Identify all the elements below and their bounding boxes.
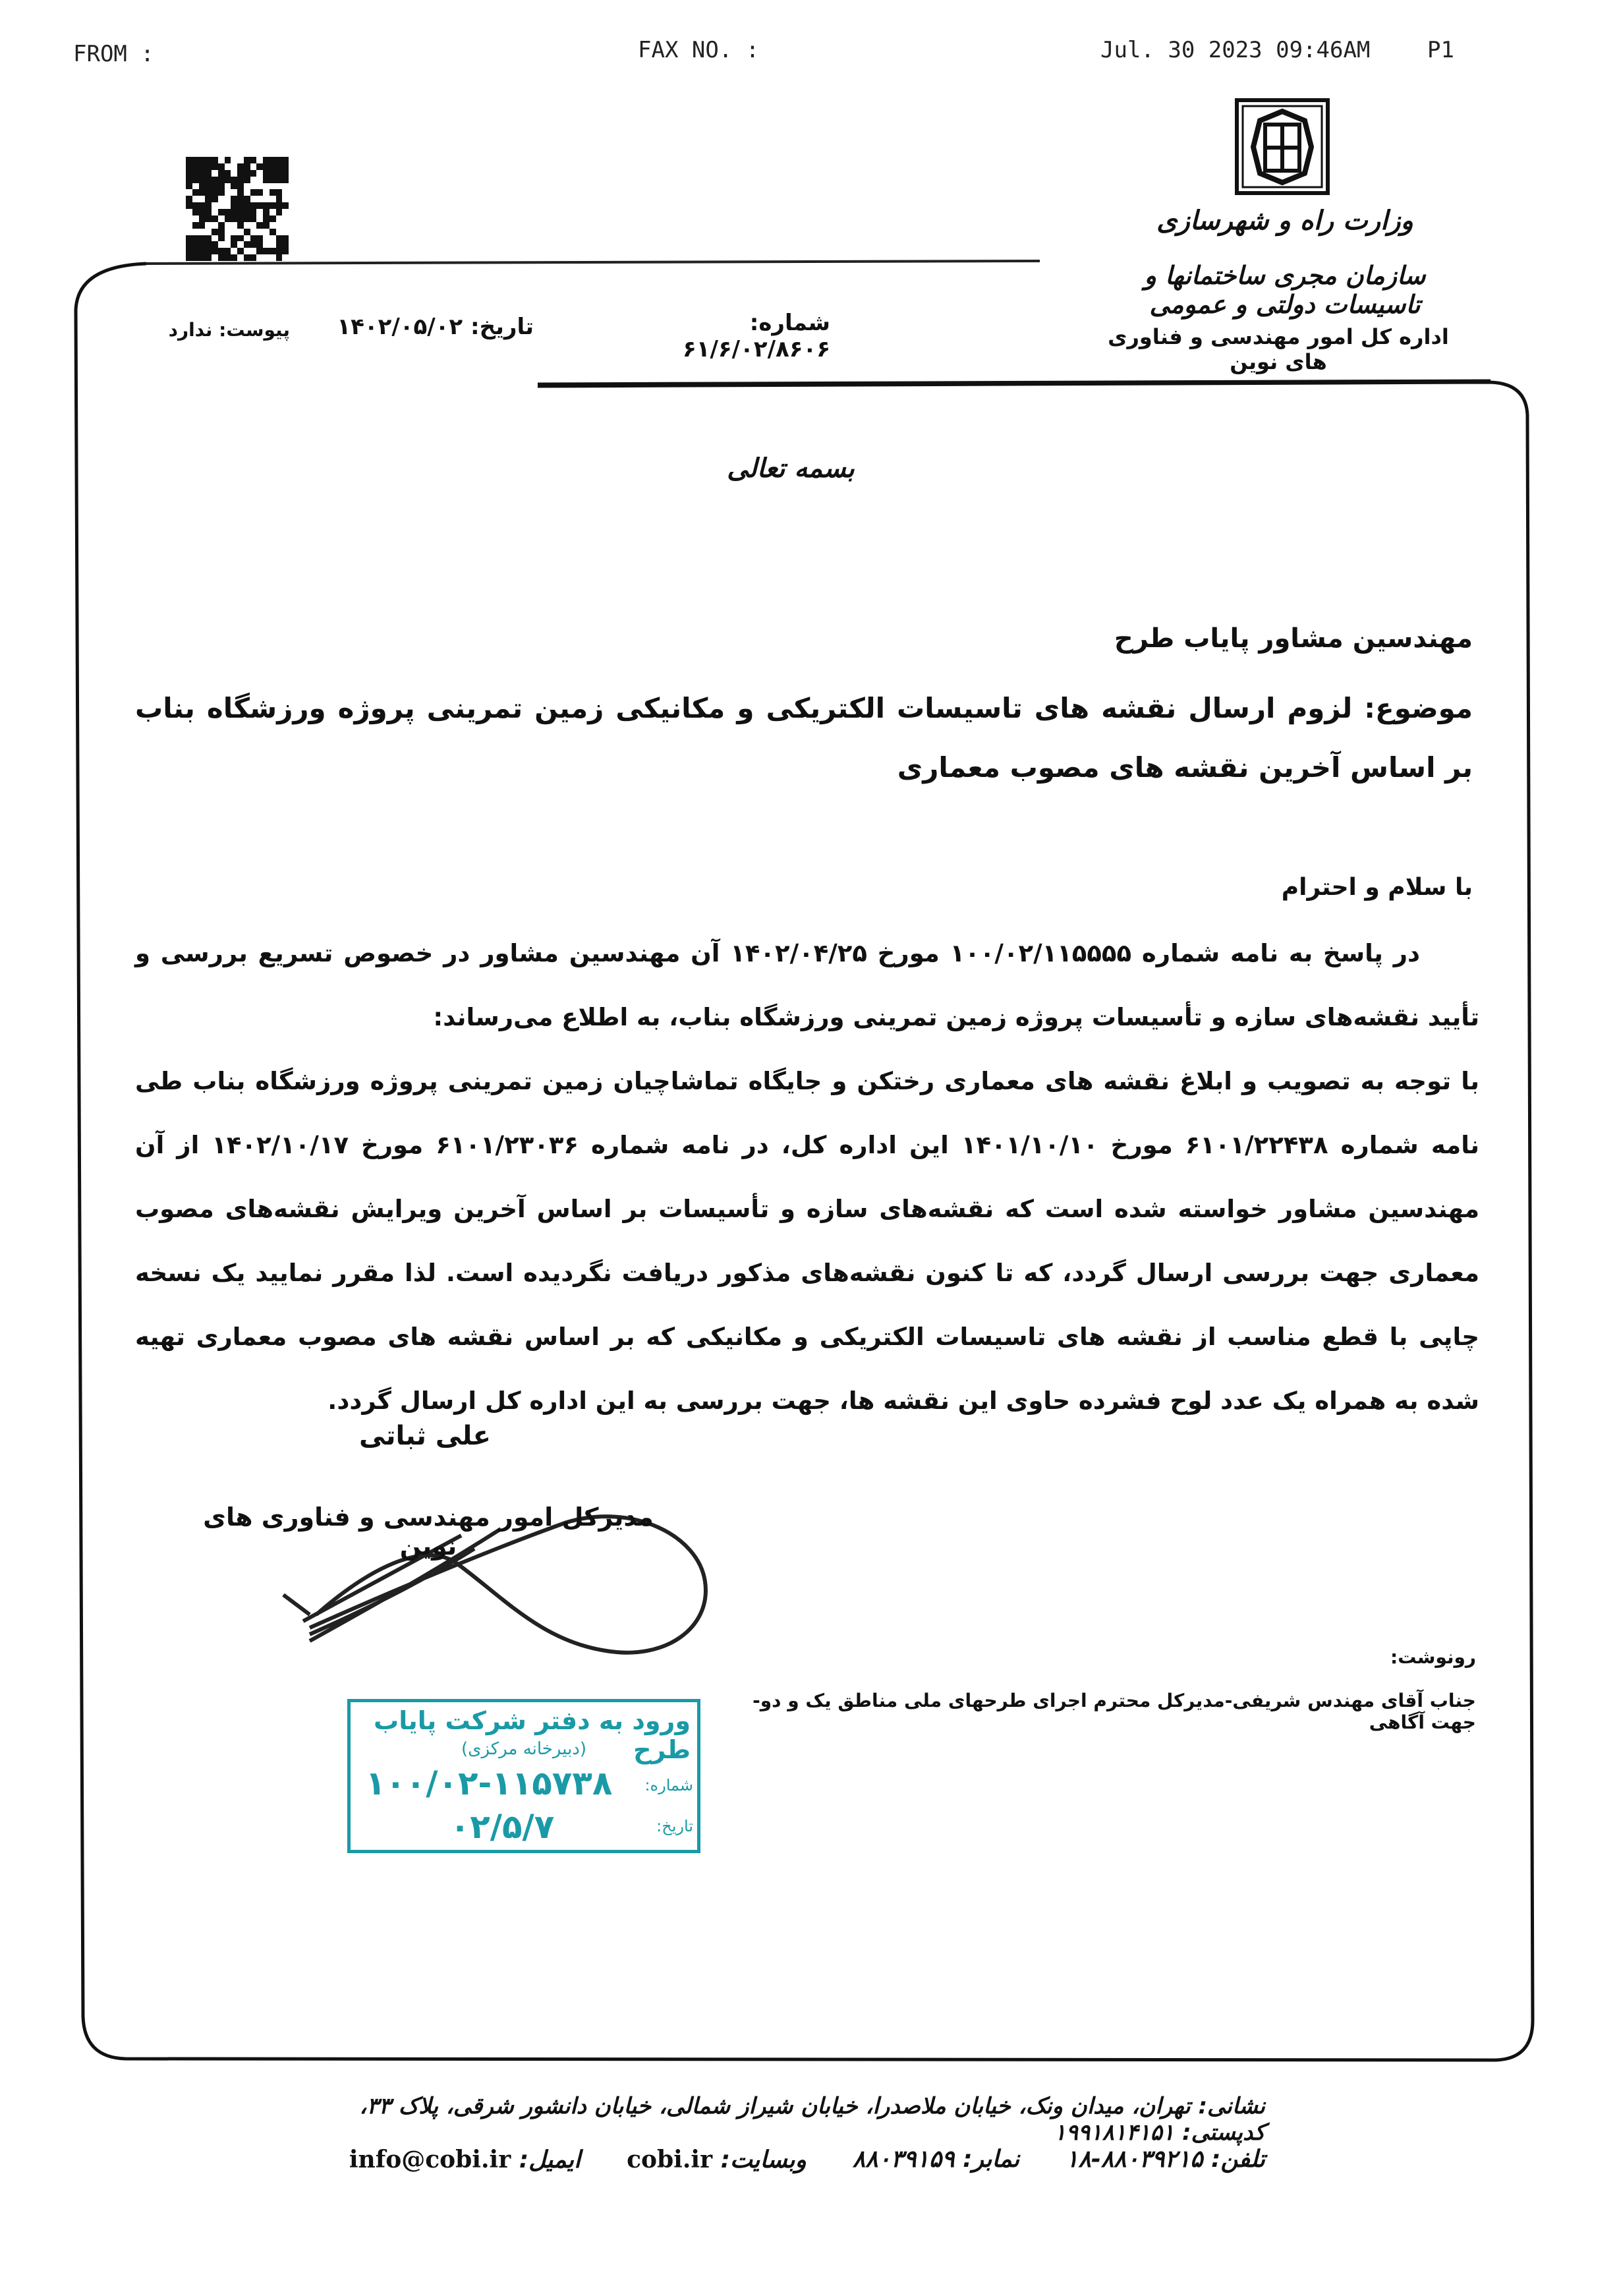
organization-name: سازمان مجری ساختمانها و تاسیسات دولتی و عمومی <box>1144 261 1426 319</box>
footer-contacts <box>329 2146 1265 2173</box>
letter-number-value: ۶۱/۶/۰۲/۸۶۰۶ <box>682 336 830 362</box>
attachment-label: پیوست: <box>219 319 290 341</box>
fax-page: P1 <box>1427 37 1454 63</box>
phone-label: تلفن: <box>1211 2146 1265 2173</box>
letter-attachment <box>165 319 290 341</box>
fax-datetime: Jul. 30 2023 09:46AM <box>1100 37 1371 63</box>
footer-email[interactable] <box>349 2146 581 2173</box>
signer-title: مدیرکل امور مهندسی و فناوری های نوین <box>203 1503 654 1561</box>
stamp-number-label: شماره: <box>644 1776 693 1794</box>
stamp-number: ۱۰۰/۰۲-۱۱۵۷۳۸ <box>365 1764 613 1802</box>
footer-website[interactable] <box>627 2146 807 2173</box>
letter-date-label: تاریخ: <box>470 314 534 340</box>
stamp-title: ورود به دفتر شرکت پایاب طرح <box>374 1706 691 1764</box>
stamp-date: ۰۲/۵/۷ <box>449 1808 555 1846</box>
cc-recipient: جناب آقای مهندس شریفی-مدیرکل محترم اجرای طرحهای ملی مناطق یک و دو-جهت آگاهی <box>753 1690 1476 1733</box>
website-label: وبسایت: <box>720 2146 807 2173</box>
footer-fax <box>853 2146 1019 2173</box>
fax-from: FROM : <box>73 41 154 67</box>
phone-value: ۸۸۰۳۹۲۱۵-۱۸ <box>1065 2146 1203 2173</box>
subject: موضوع: لزوم ارسال نقشه های تاسیسات الکتریکی و مکانیکی زمین تمرینی پروژه ورزشگاه بناب بر اساس آخرین نقشه های مصوب معماری <box>135 692 1473 784</box>
cc-label: رونوشت: <box>1390 1646 1476 1668</box>
fax-label: نمابر: <box>963 2146 1020 2173</box>
qr-code <box>186 157 289 261</box>
invocation: بسمه تعالی <box>727 453 855 484</box>
letter-number-label: شماره: <box>749 310 830 336</box>
footer-phone <box>1065 2146 1265 2173</box>
body-paragraph-2: با توجه به تصویب و ابلاغ نقشه های معماری رختکن و جایگاه تماشاچیان زمین تمرینی پروژه ورزشگاه بناب طی نامه شماره ۶۱۰۱/۲۲۴۳۸ مورخ ۱۴۰۱/۱۰/۱۰ این اداره کل، در نامه شماره ۶۱۰۱/۲۳۰۳۶ مورخ ۱۴۰۲/۱۰/۱۷ از آن مهندسین مشاور خواسته شده است که نقشه‌های سازه و تأسیسات بر اساس آخرین ویرایش نقشه‌های مصوب معماری جهت بررسی ارسال گردد، که تا کنون نقشه‌های مذکور دریافت نگردیده است. لذا مقرر نمایید یک نسخه چاپی با قطع مناسب از نقشه های تاسیسات الکتریکی و مکانیکی که بر اساس نقشه های مصوب معماری تهیه شده به همراه یک عدد لوح فشرده حاوی این نقشه ها، جهت بررسی به این اداره کل ارسال گردد. <box>135 1067 1479 1415</box>
fax-number-label: FAX NO. : <box>638 37 760 63</box>
attachment-value: ندارد <box>168 319 213 341</box>
greeting: با سلام و احترام <box>1281 874 1473 901</box>
email-link[interactable]: info@cobi.ir <box>349 2146 511 2173</box>
signer-name: علی ثباتی <box>359 1421 491 1451</box>
addressee: مهندسین مشاور پایاب طرح <box>1114 623 1473 654</box>
email-label: ایمیل: <box>519 2146 581 2173</box>
fax-value: ۸۸۰۳۹۱۵۹ <box>852 2146 955 2173</box>
ministry-name: وزارت راه و شهرسازی <box>1156 206 1413 236</box>
letter-date-value: ۱۴۰۲/۰۵/۰۲ <box>337 314 463 340</box>
body-paragraph-1: در پاسخ به نامه شماره ۱۰۰/۰۲/۱۱۵۵۵۵ مورخ ۱۴۰۲/۰۴/۲۵ آن مهندسین مشاور در خصوص تسریع بررسی و تأیید نقشه‌های سازه و تأسیسات پروژه زمین تمرینی ورزشگاه بناب، به اطلاع می‌رساند: <box>135 939 1479 1031</box>
website-link[interactable]: cobi.ir <box>627 2146 713 2173</box>
ministry-logo <box>1235 98 1330 195</box>
stamp-subtitle: (دبیرخانه مرکزی) <box>461 1739 587 1759</box>
received-stamp <box>347 1699 700 1853</box>
footer-address: نشانی: تهران، میدان ونک، خیابان ملاصدرا، خیابان شیراز شمالی، خیابان دانشور شرقی، پلاک ۳۳، کدپستی: ۱۹۹۱۸۱۴۱۵۱ <box>359 2093 1265 2146</box>
letter-number <box>619 310 830 362</box>
department-name: اداره کل امور مهندسی و فناوری های نوین <box>1108 324 1449 374</box>
letter-date <box>329 314 534 340</box>
stamp-date-label: تاریخ: <box>656 1817 693 1835</box>
